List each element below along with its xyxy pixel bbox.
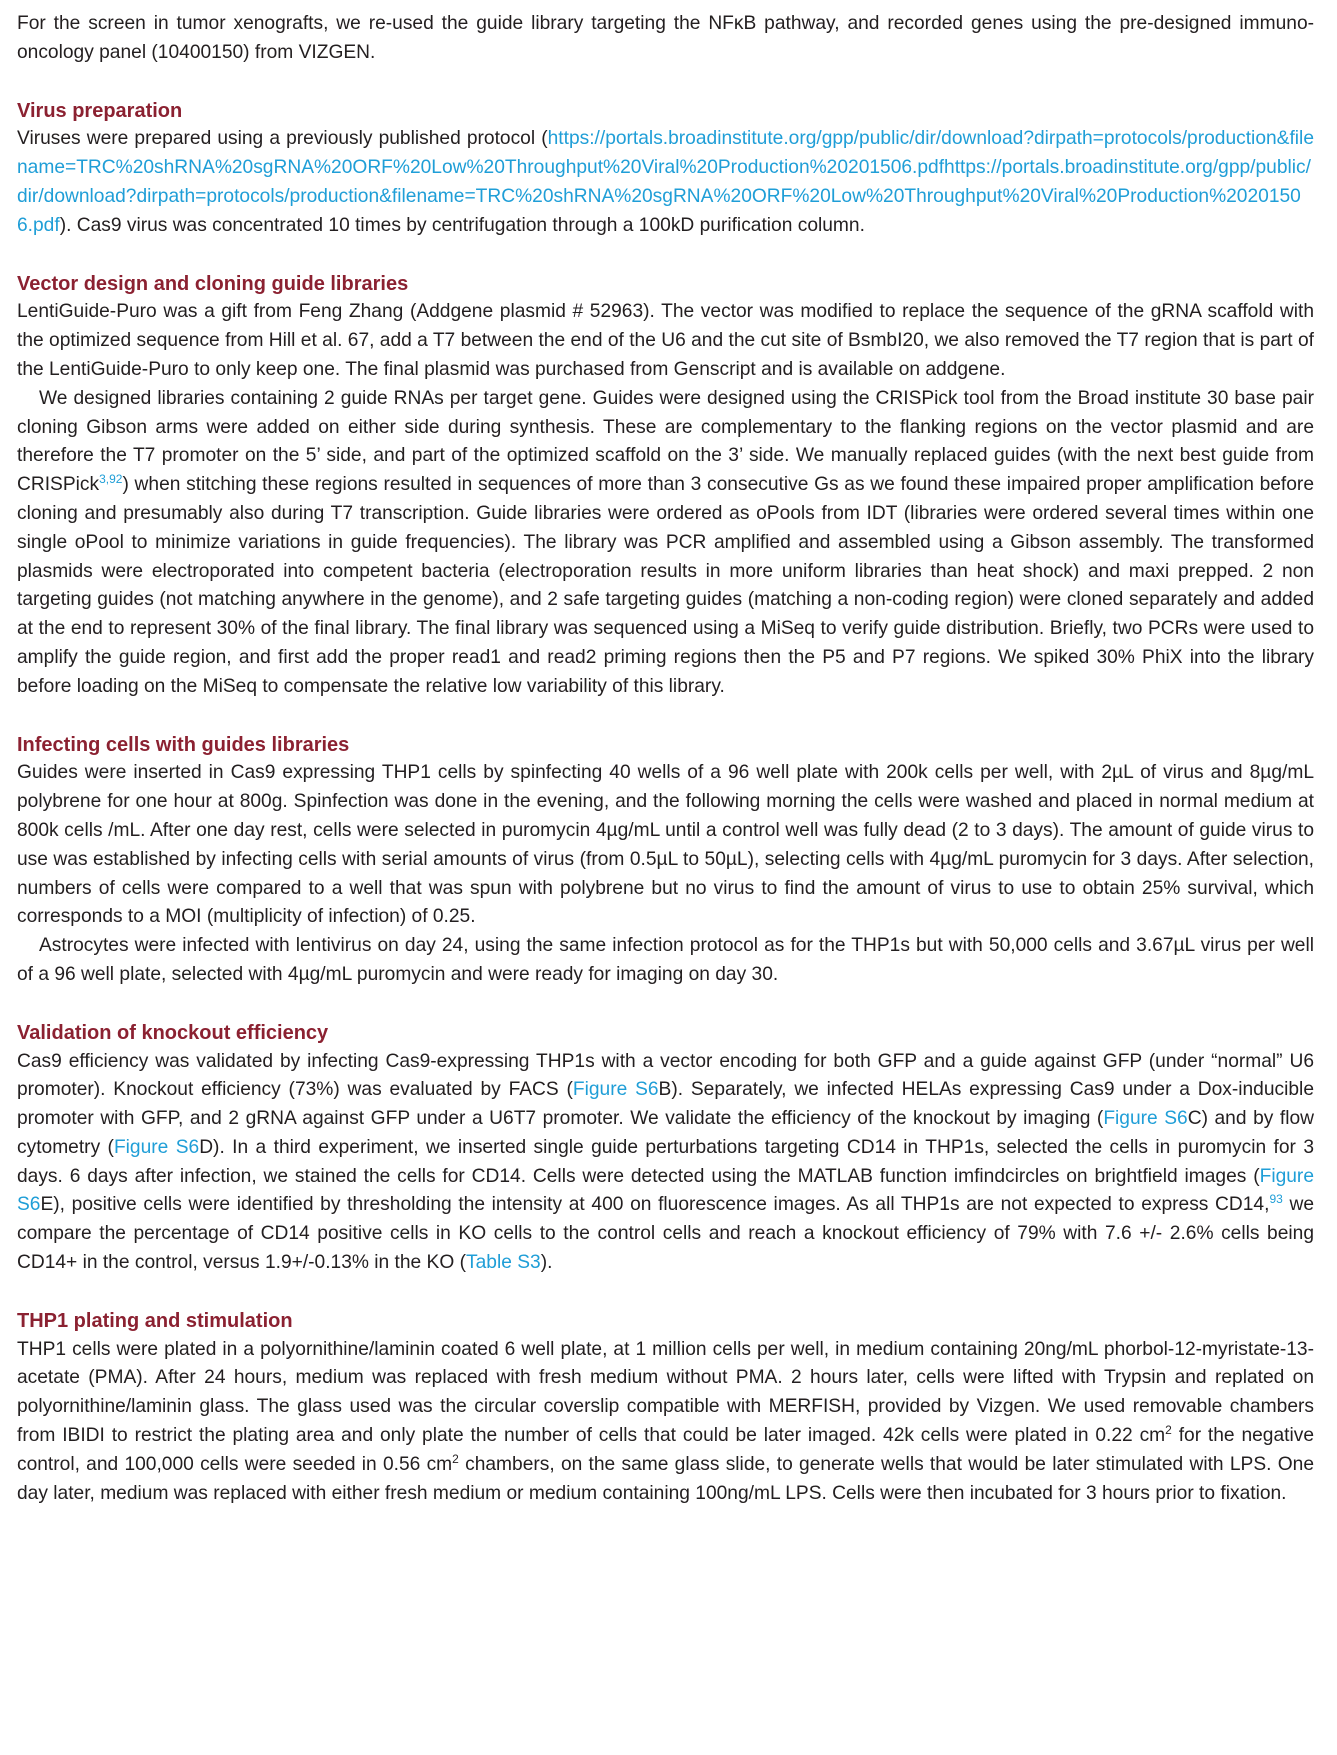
- text-run: D). In a third experiment, we inserted single guide perturbations targeting CD14 in THP1s, selected the cells in puromycin for 3 days. 6 days after infection, we stained the cells for CD14. Cells were detected using the MATLAB function imfindcircles on brightfield images (: [17, 1136, 1315, 1187]
- figure-link[interactable]: Figure S6: [1103, 1108, 1188, 1130]
- text-run: ).: [540, 1252, 553, 1274]
- text-run: E), positive cells were identified by thresholding the intensity at 400 on fluorescence images. As all THP1s are not expected to express CD14,: [40, 1194, 1270, 1216]
- vector-paragraph-1: LentiGuide-Puro was a gift from Feng Zhang (Addgene plasmid # 52963). The vector was modified to replace the sequence of the gRNA scaffold with the optimized sequence from Hill et al. 67, add a T7 between the end of the U6 and the cut site of BsmbI20, we also removed the T7 region that is part of the LentiGuide-Puro to only keep one. The final plasmid was purchased from Genscript and is available on addgene.: [17, 301, 1314, 380]
- section-heading: Infecting cells with guides libraries: [17, 733, 350, 756]
- figure-link[interactable]: Figure S6: [113, 1136, 200, 1158]
- text-run: C) and by flow cytometry (: [17, 1108, 1314, 1158]
- citation-link[interactable]: 3,92: [99, 472, 123, 487]
- protocol-link[interactable]: https://portals.broadinstitute.org/gpp/public/dir/download?dirpath=protocols/production&filename=TRC%20shRNA%20sgRNA%20ORF%20Low%20Throughput%20Viral%20Production%20201506.pdfhttps://portals.broadinstitute.org/gpp/public/dir/download?dirpath=protocols/production&filename=TRC%20shRNA%20sgRNA%20ORF%20Low%20Throughput%20Viral%20Production%20201506.pdf: [17, 128, 1314, 236]
- text-run: Viruses were prepared using a previously published protocol (: [17, 128, 548, 150]
- text-run: We designed libraries containing 2 guide RNAs per target gene. Guides were designed using the CRISPick tool from the Broad institute 30 base pair cloning Gibson arms were added on either side during synthesis. These are complementary to the flanking regions on the vector plasmid and are therefore the T7 promoter on the 5’ side, and part of the optimized scaffold on the 3’ side. We manually replaced guides (with the next best guide from CRISPick: [17, 387, 1314, 496]
- vector-paragraph-2: [17, 385, 1314, 702]
- section-heading: Vector design and cloning guide libraries: [17, 272, 409, 295]
- citation-link[interactable]: 93: [1269, 1192, 1283, 1207]
- text-run: we compare the percentage of CD14 positive cells in KO cells to the control cells and reach a knockout efficiency of 79% with 7.6 +/- 2.6% cells being CD14+ in the control, versus 1.9+/-0.13% in the KO (: [17, 1194, 1314, 1274]
- virus-paragraph: [17, 125, 1314, 240]
- section-heading: THP1 plating and stimulation: [17, 1309, 293, 1332]
- intro-text: For the screen in tumor xenografts, we re-used the guide library targeting the NFκB pathway, and recorded genes using the pre-designed immuno-oncology panel (10400150) from VIZGEN.: [17, 13, 1314, 63]
- infect-paragraph-1: Guides were inserted in Cas9 expressing THP1 cells by spinfecting 40 wells of a 96 well plate with 200k cells per well, with 2µL of virus and 8µg/mL polybrene for one hour at 800g. Spinfection was done in the evening, and the following morning the cells were washed and placed in normal medium at 800k cells /mL. After one day rest, cells were selected in puromycin 4µg/mL until a control well was fully dead (2 to 3 days). The amount of guide virus to use was established by infecting cells with serial amounts of virus (from 0.5µL to 50µL), selecting cells with 4µg/mL puromycin for 3 days. After selection, numbers of cells were compared to a well that was spun with polybrene but no virus to find the amount of virus to use to obtain 25% survival, which corresponds to a MOI (multiplicity of infection) of 0.25.: [17, 762, 1314, 928]
- section-vector-design: [17, 270, 1314, 702]
- section-validation: [17, 1019, 1314, 1278]
- section-heading: Validation of knockout efficiency: [17, 1021, 329, 1044]
- text-run: THP1 cells were plated in a polyornithine/laminin coated 6 well plate, at 1 million cells per well, in medium containing 20ng/mL phorbol-12-myristate-13-acetate (PMA). After 24 hours, medium was replaced with fresh medium without PMA. 2 hours later, cells were lifted with Trypsin and replated on polyornithine/laminin glass. The glass used was the circular coverslip compatible with MERFISH, provided by Vizgen. We used removable chambers from IBIDI to restrict the plating area and only plate the number of cells that could be later imaged. 42k cells were plated in 0.22 cm: [17, 1338, 1314, 1447]
- intro-paragraph: [17, 10, 1314, 68]
- validation-paragraph: [17, 1048, 1314, 1278]
- text-run: ). Cas9 virus was concentrated 10 times by centrifugation through a 100kD purification column.: [59, 214, 865, 236]
- figure-link[interactable]: Figure S6: [572, 1079, 659, 1101]
- section-infecting-cells: [17, 731, 1314, 990]
- text-run: Cas9 efficiency was validated by infecting Cas9-expressing THP1s with a vector encoding for both GFP and a guide against GFP (under “normal” U6 promoter). Knockout efficiency (73%) was evaluated by FACS (: [17, 1050, 1314, 1101]
- text-run: chambers, on the same glass slide, to generate wells that would be later stimulated with LPS. One day later, medium was replaced with either fresh medium or medium containing 100ng/mL LPS. Cells were then incubated for 3 hours prior to fixation.: [17, 1453, 1314, 1504]
- table-link[interactable]: Table S3: [466, 1252, 541, 1274]
- section-thp1-plating: [17, 1307, 1314, 1509]
- text-run: B). Separately, we infected HELAs expressing Cas9 under a Dox-inducible promoter with GFP, and 2 gRNA against GFP under a U6T7 promoter. We validate the efficiency of the knockout by imaging (: [17, 1079, 1314, 1130]
- text-run: ) when stitching these regions resulted in sequences of more than 3 consecutive Gs as we found these impaired proper amplification before cloning and presumably also during T7 transcription. Guide libraries were ordered as oPools from IDT (libraries were ordered several times within one single oPool to minimize variations in guide frequencies). The library was PCR amplified and assembled using a Gibson assembly. The transformed plasmids were electroporated into competent bacteria (electroporation results in more uniform libraries than heat shock) and maxi prepped. 2 non targeting guides (not matching anywhere in the genome), and 2 safe targeting guides (matching a non-coding region) were cloned separately and added at the end to represent 30% of the final library. The final library was sequenced using a MiSeq to verify guide distribution. Briefly, two PCRs were used to amplify the guide region, and first add the proper read1 and read2 priming regions then the P5 and P7 regions. We spiked 30% PhiX into the library before loading on the MiSeq to compensate the relative low variability of this library.: [17, 474, 1314, 697]
- superscript: 2: [1165, 1423, 1172, 1438]
- text-run: for the negative control, and 100,000 cells were seeded in 0.56 cm: [17, 1425, 1314, 1475]
- section-heading: Virus preparation: [17, 99, 183, 122]
- infect-paragraph-2: Astrocytes were infected with lentivirus on day 24, using the same infection protocol as for the THP1s but with 50,000 cells and 3.67µL virus per well of a 96 well plate, selected with 4µg/mL puromycin and were ready for imaging on day 30.: [17, 935, 1314, 985]
- superscript: 2: [452, 1451, 459, 1466]
- thp1-paragraph: [17, 1336, 1314, 1509]
- figure-link[interactable]: Figure S6: [17, 1165, 1314, 1216]
- section-virus-preparation: [17, 97, 1314, 241]
